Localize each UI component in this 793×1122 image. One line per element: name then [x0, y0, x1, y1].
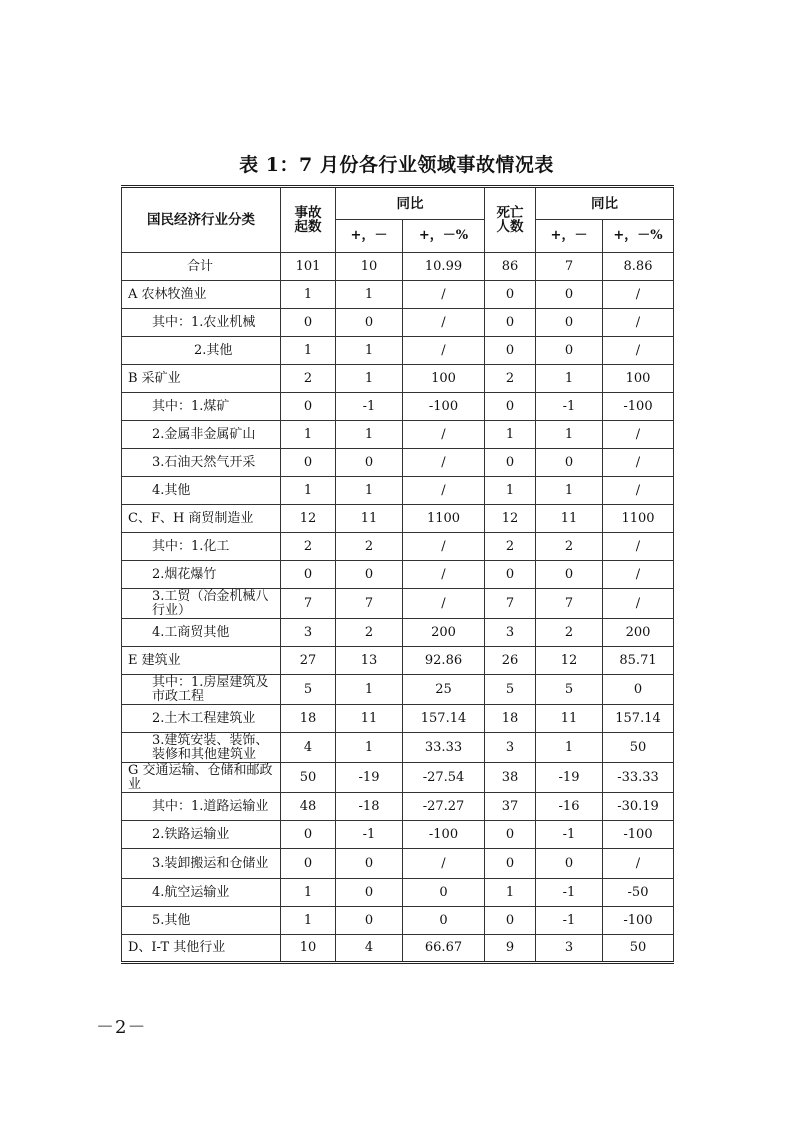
page-number: －2－: [96, 1017, 147, 1038]
cell-category: 其中：1.房屋建筑及市政工程: [122, 675, 281, 705]
cell-death-pct: /: [603, 849, 674, 879]
cell-accidents: 0: [281, 849, 336, 879]
cell-death-pct: 85.71: [603, 647, 674, 675]
cell-death-pct: /: [603, 281, 674, 309]
cell-deaths: 0: [485, 337, 536, 365]
cell-death-change: 0: [536, 309, 603, 337]
cell-death-pct: /: [603, 533, 674, 561]
table-row: [122, 793, 674, 821]
cell-accidents: 101: [281, 253, 336, 281]
cell-accidents: 4: [281, 733, 336, 763]
cell-death-pct: /: [603, 337, 674, 365]
cell-acc-change: -1: [336, 393, 403, 421]
table-row: [122, 253, 674, 281]
cell-accidents: 1: [281, 337, 336, 365]
header-accidents: [281, 187, 336, 253]
cell-acc-pct: -27.54: [403, 763, 485, 793]
cell-death-change: 0: [536, 449, 603, 477]
cell-death-pct: 8.86: [603, 253, 674, 281]
cell-accidents: 2: [281, 365, 336, 393]
cell-death-pct: -100: [603, 907, 674, 935]
table-row: [122, 449, 674, 477]
cell-deaths: 0: [485, 821, 536, 849]
cell-death-change: -1: [536, 821, 603, 849]
table-row: [122, 589, 674, 619]
cell-death-pct: 50: [603, 935, 674, 963]
cell-category: 2.烟花爆竹: [122, 561, 281, 589]
cell-acc-change: 1: [336, 421, 403, 449]
cell-accidents: 5: [281, 675, 336, 705]
cell-acc-pct: 157.14: [403, 705, 485, 733]
table-row: [122, 365, 674, 393]
cell-accidents: 1: [281, 421, 336, 449]
cell-accidents: 2: [281, 533, 336, 561]
cell-acc-change: 11: [336, 705, 403, 733]
cell-death-change: -1: [536, 879, 603, 907]
cell-accidents: 0: [281, 309, 336, 337]
header-yoy-deaths: 同比: [536, 187, 674, 220]
cell-acc-change: 0: [336, 849, 403, 879]
cell-category: 5.其他: [122, 907, 281, 935]
table-row: [122, 647, 674, 675]
cell-accidents: 7: [281, 589, 336, 619]
cell-category: 4.工商贸其他: [122, 619, 281, 647]
cell-category: 2.铁路运输业: [122, 821, 281, 849]
cell-category: 3.石油天然气开采: [122, 449, 281, 477]
cell-acc-pct: 33.33: [403, 733, 485, 763]
cell-acc-change: 0: [336, 309, 403, 337]
cell-death-pct: -100: [603, 821, 674, 849]
header-death-change: +，－: [536, 220, 603, 253]
cell-deaths: 9: [485, 935, 536, 963]
cell-death-pct: /: [603, 477, 674, 505]
cell-acc-change: 1: [336, 733, 403, 763]
cell-death-pct: /: [603, 309, 674, 337]
cell-category: 4.航空运输业: [122, 879, 281, 907]
header-deaths: [485, 187, 536, 253]
table-row: [122, 421, 674, 449]
cell-acc-pct: 1100: [403, 505, 485, 533]
cell-death-change: 12: [536, 647, 603, 675]
cell-accidents: 0: [281, 449, 336, 477]
cell-category: C、F、H 商贸制造业: [122, 505, 281, 533]
cell-death-change: 1: [536, 365, 603, 393]
cell-death-change: 7: [536, 253, 603, 281]
cell-category: D、I-T 其他行业: [122, 935, 281, 963]
cell-death-pct: 50: [603, 733, 674, 763]
cell-deaths: 0: [485, 281, 536, 309]
table-row: [122, 619, 674, 647]
cell-acc-pct: 200: [403, 619, 485, 647]
cell-acc-pct: 100: [403, 365, 485, 393]
cell-acc-pct: /: [403, 477, 485, 505]
industry-accident-table: [121, 185, 674, 964]
cell-acc-change: 1: [336, 337, 403, 365]
cell-acc-change: 4: [336, 935, 403, 963]
cell-death-change: 1: [536, 477, 603, 505]
table-row: [122, 505, 674, 533]
cell-category: 其中：1.农业机械: [122, 309, 281, 337]
cell-death-change: 2: [536, 533, 603, 561]
cell-acc-change: 0: [336, 907, 403, 935]
table-row: [122, 309, 674, 337]
cell-deaths: 37: [485, 793, 536, 821]
cell-deaths: 38: [485, 763, 536, 793]
cell-death-change: 11: [536, 505, 603, 533]
cell-category: 2.土木工程建筑业: [122, 705, 281, 733]
cell-acc-pct: 25: [403, 675, 485, 705]
cell-accidents: 48: [281, 793, 336, 821]
cell-category: 3.工贸（冶金机械八行业）: [122, 589, 281, 619]
cell-death-change: 11: [536, 705, 603, 733]
cell-acc-change: -18: [336, 793, 403, 821]
cell-death-change: 0: [536, 281, 603, 309]
cell-acc-change: 2: [336, 533, 403, 561]
cell-acc-change: -1: [336, 821, 403, 849]
cell-category: 合计: [122, 253, 281, 281]
cell-acc-pct: 92.86: [403, 647, 485, 675]
cell-death-change: 2: [536, 619, 603, 647]
cell-death-change: -16: [536, 793, 603, 821]
cell-deaths: 1: [485, 879, 536, 907]
cell-accidents: 0: [281, 821, 336, 849]
cell-death-change: 1: [536, 421, 603, 449]
table-row: [122, 935, 674, 963]
cell-acc-pct: /: [403, 589, 485, 619]
header-yoy-accidents: 同比: [336, 187, 485, 220]
cell-death-pct: 0: [603, 675, 674, 705]
table-body: [122, 253, 674, 963]
cell-acc-pct: /: [403, 421, 485, 449]
cell-deaths: 0: [485, 309, 536, 337]
table-header: [122, 187, 674, 253]
cell-death-pct: 200: [603, 619, 674, 647]
cell-category: 其中：1.化工: [122, 533, 281, 561]
cell-acc-change: 1: [336, 675, 403, 705]
header-acc-pct: +，－%: [403, 220, 485, 253]
cell-accidents: 10: [281, 935, 336, 963]
cell-acc-pct: 0: [403, 879, 485, 907]
table-row: [122, 763, 674, 793]
cell-deaths: 1: [485, 477, 536, 505]
cell-acc-pct: /: [403, 561, 485, 589]
cell-category: 2.金属非金属矿山: [122, 421, 281, 449]
table-row: [122, 337, 674, 365]
cell-category: 其中：1.道路运输业: [122, 793, 281, 821]
cell-death-pct: -30.19: [603, 793, 674, 821]
cell-category: G 交通运输、仓储和邮政业: [122, 763, 281, 793]
cell-deaths: 86: [485, 253, 536, 281]
cell-deaths: 18: [485, 705, 536, 733]
cell-category: 3.装卸搬运和仓储业: [122, 849, 281, 879]
cell-death-pct: -100: [603, 393, 674, 421]
cell-deaths: 2: [485, 365, 536, 393]
cell-death-pct: -33.33: [603, 763, 674, 793]
cell-acc-change: 11: [336, 505, 403, 533]
table-row: [122, 561, 674, 589]
cell-category: 2.其他: [122, 337, 281, 365]
cell-deaths: 0: [485, 393, 536, 421]
cell-death-change: -1: [536, 393, 603, 421]
cell-death-pct: -50: [603, 879, 674, 907]
cell-deaths: 12: [485, 505, 536, 533]
cell-category: E 建筑业: [122, 647, 281, 675]
cell-deaths: 3: [485, 619, 536, 647]
cell-category: B 采矿业: [122, 365, 281, 393]
cell-death-change: 5: [536, 675, 603, 705]
cell-death-change: 3: [536, 935, 603, 963]
cell-death-change: 7: [536, 589, 603, 619]
cell-death-change: -19: [536, 763, 603, 793]
cell-accidents: 12: [281, 505, 336, 533]
cell-acc-pct: /: [403, 309, 485, 337]
cell-acc-pct: 0: [403, 907, 485, 935]
cell-accidents: 18: [281, 705, 336, 733]
cell-acc-change: 1: [336, 281, 403, 309]
table-row: [122, 705, 674, 733]
cell-acc-pct: /: [403, 449, 485, 477]
table-row: [122, 281, 674, 309]
cell-deaths: 2: [485, 533, 536, 561]
cell-death-change: 1: [536, 733, 603, 763]
cell-category: A 农林牧渔业: [122, 281, 281, 309]
header-deaths-text: 死亡人数: [496, 205, 524, 235]
cell-deaths: 3: [485, 733, 536, 763]
table-row: [122, 393, 674, 421]
cell-deaths: 7: [485, 589, 536, 619]
table-row: [122, 821, 674, 849]
cell-death-pct: 100: [603, 365, 674, 393]
cell-acc-change: 0: [336, 449, 403, 477]
cell-deaths: 0: [485, 849, 536, 879]
cell-deaths: 0: [485, 907, 536, 935]
table-row: [122, 879, 674, 907]
table-row: [122, 533, 674, 561]
cell-acc-pct: /: [403, 337, 485, 365]
cell-death-pct: 1100: [603, 505, 674, 533]
cell-acc-change: -19: [336, 763, 403, 793]
cell-deaths: 0: [485, 561, 536, 589]
cell-acc-change: 1: [336, 477, 403, 505]
cell-death-pct: 157.14: [603, 705, 674, 733]
cell-death-change: 0: [536, 849, 603, 879]
cell-deaths: 1: [485, 421, 536, 449]
cell-accidents: 1: [281, 477, 336, 505]
cell-acc-pct: -27.27: [403, 793, 485, 821]
cell-acc-pct: -100: [403, 821, 485, 849]
cell-acc-pct: /: [403, 281, 485, 309]
cell-death-pct: /: [603, 589, 674, 619]
cell-death-pct: /: [603, 561, 674, 589]
cell-acc-change: 1: [336, 365, 403, 393]
cell-accidents: 27: [281, 647, 336, 675]
cell-acc-change: 0: [336, 561, 403, 589]
cell-acc-change: 2: [336, 619, 403, 647]
cell-accidents: 3: [281, 619, 336, 647]
cell-category: 3.建筑安装、装饰、装修和其他建筑业: [122, 733, 281, 763]
table-title: 表 1：7 月份各行业领域事故情况表: [239, 154, 554, 176]
table-row: [122, 849, 674, 879]
cell-death-change: 0: [536, 337, 603, 365]
cell-accidents: 50: [281, 763, 336, 793]
cell-deaths: 5: [485, 675, 536, 705]
cell-acc-pct: /: [403, 849, 485, 879]
table-row: [122, 675, 674, 705]
cell-death-change: -1: [536, 907, 603, 935]
table-row: [122, 733, 674, 763]
cell-acc-pct: -100: [403, 393, 485, 421]
header-acc-change: +，－: [336, 220, 403, 253]
cell-category: 其中：1.煤矿: [122, 393, 281, 421]
cell-acc-change: 13: [336, 647, 403, 675]
cell-deaths: 26: [485, 647, 536, 675]
cell-deaths: 0: [485, 449, 536, 477]
cell-acc-pct: /: [403, 533, 485, 561]
cell-acc-change: 7: [336, 589, 403, 619]
header-accidents-text: 事故起数: [294, 205, 322, 235]
cell-death-change: 0: [536, 561, 603, 589]
cell-accidents: 1: [281, 281, 336, 309]
cell-death-pct: /: [603, 421, 674, 449]
header-category: 国民经济行业分类: [122, 187, 281, 253]
cell-category: 4.其他: [122, 477, 281, 505]
table-row: [122, 907, 674, 935]
cell-acc-change: 10: [336, 253, 403, 281]
cell-accidents: 0: [281, 561, 336, 589]
cell-accidents: 1: [281, 907, 336, 935]
cell-acc-change: 0: [336, 879, 403, 907]
header-death-pct: +，－%: [603, 220, 674, 253]
cell-acc-pct: 66.67: [403, 935, 485, 963]
cell-acc-pct: 10.99: [403, 253, 485, 281]
cell-death-pct: /: [603, 449, 674, 477]
table-row: [122, 477, 674, 505]
cell-accidents: 1: [281, 879, 336, 907]
cell-accidents: 0: [281, 393, 336, 421]
